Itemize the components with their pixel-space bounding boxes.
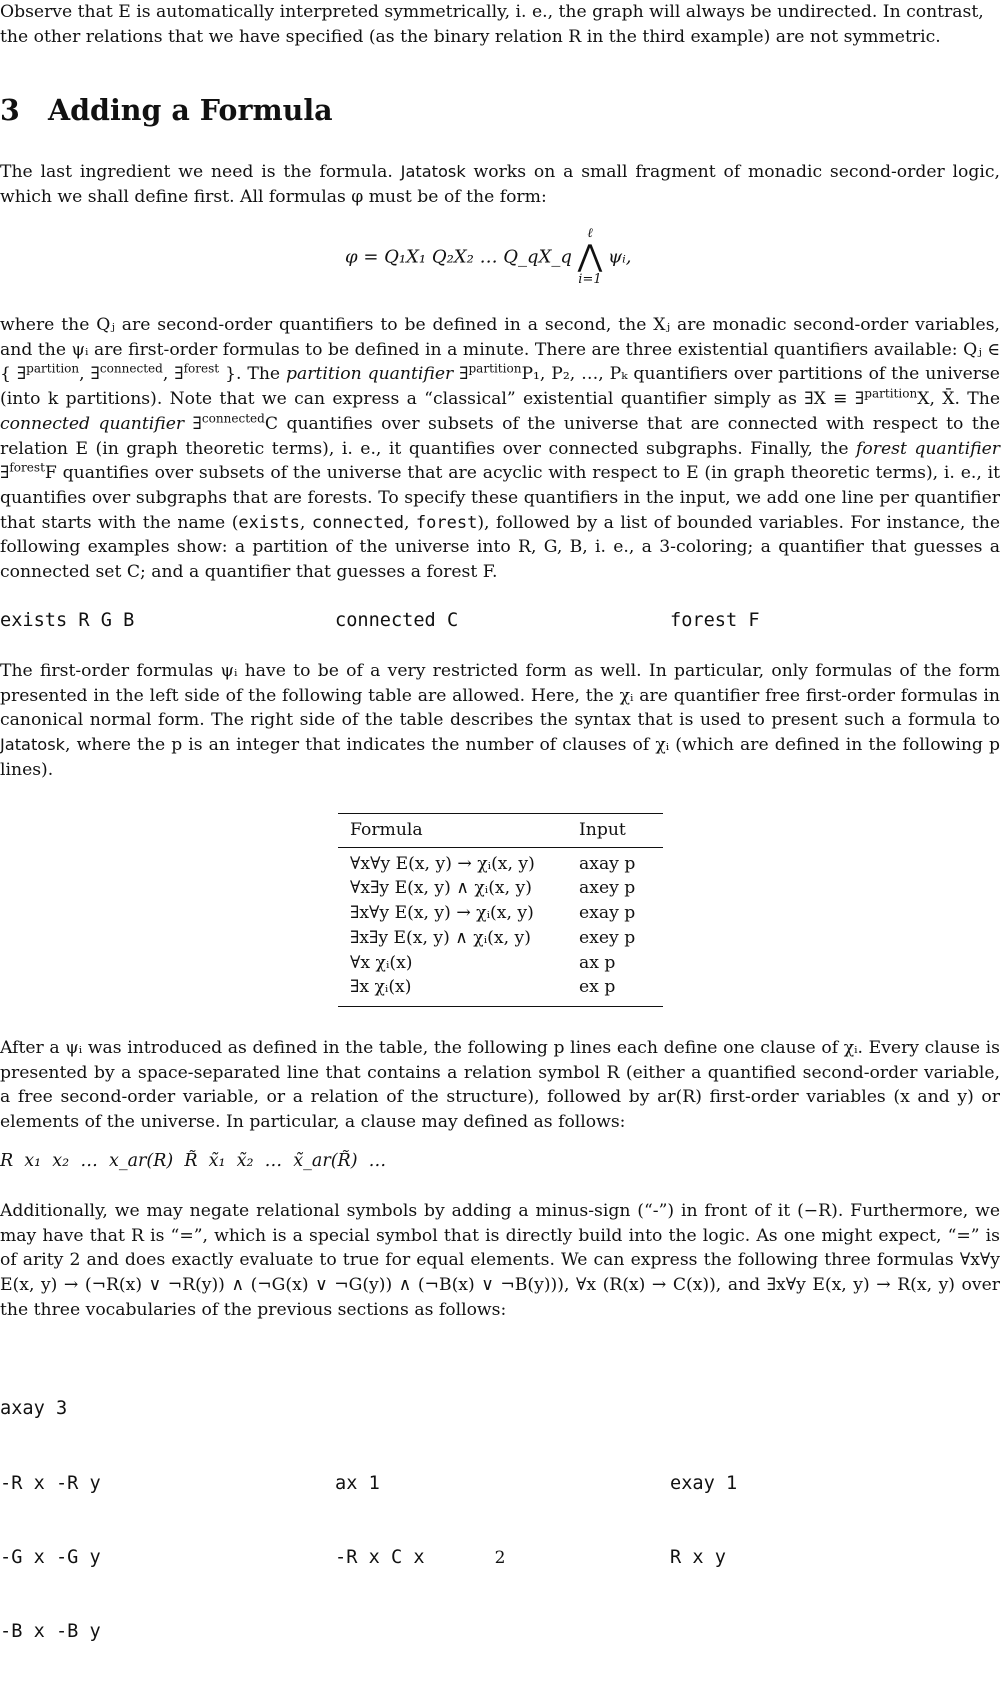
sup-connected: connected — [99, 361, 163, 376]
table-row — [338, 876, 663, 901]
table-cell-input: exey p — [579, 927, 636, 948]
table-header-formula: Formula — [350, 820, 423, 840]
keyword-connected: connected — [311, 512, 404, 533]
paragraph-3 — [0, 659, 1000, 783]
table-cell-formula: ∀x∀y E(x, y) → χᵢ(x, y) — [350, 853, 535, 874]
p3-text-b: , where the p is an integer that indicates the number of clauses of χᵢ (which are defined in the following p lines). — [0, 735, 1000, 780]
table-row — [338, 951, 663, 976]
code-line: -B x -B y — [0, 1620, 101, 1642]
p5-text: Additionally, we may negate relational symbols by adding a minus-sign (“-”) in front of it (−R). Furthermore, we may have that R is “=”, which is a special symbol that is directly build into the logic. As one might expect, “=” is of arity 2 and does exactly evaluate to true for equal elements. We can express the following three formulas ∀x∀y E(x, y) → (¬R(x) ∨ ¬R(y)) ∧ (¬G(x) ∨ ¬G(y)) ∧ (¬B(x) ∨ ¬B(y))), ∀x (R(x) → C(x)), and ∃x∀y E(x, y) → R(x, y) over the three vocabularies of the previous sections as follows: — [0, 1201, 1000, 1320]
paragraph-1 — [0, 160, 1000, 209]
code-line: -R x -R y — [0, 1472, 101, 1494]
code-example-3 — [670, 1348, 737, 1620]
display-formula — [345, 226, 631, 288]
code-example-1 — [0, 1348, 101, 1694]
table-cell-formula: ∀x∃y E(x, y) ∧ χᵢ(x, y) — [350, 878, 532, 899]
table-row — [338, 975, 663, 1000]
sup-partition-2: partition — [468, 361, 522, 376]
table-cell-input: axay p — [579, 853, 636, 874]
code-example-2 — [335, 1348, 425, 1620]
p4-text: After a ψᵢ was introduced as defined in the table, the following p lines each define one clause of χᵢ. Every clause is presented by a space-separated line that contains a relation symbol R (either a quantified second-order variable, a free second-order variable, or a relation of the structure), followed by ar(R) first-order variables (x and y) or elements of the universe. In particular, a clause may defined as follows: — [0, 1038, 1000, 1133]
wedge-upper-limit: ℓ — [587, 226, 593, 241]
term-connected-quantifier: connected quantifier — [0, 413, 185, 434]
syntax-table — [338, 813, 663, 1007]
code-line: axay 3 — [0, 1398, 68, 1420]
term-forest-quantifier: forest quantifier — [856, 438, 1001, 459]
intro-paragraph — [0, 0, 1000, 49]
intro-line-2: the other relations that we have specified (as the binary relation R in the third example) are not symmetric. — [0, 26, 941, 47]
section-number: 3 — [0, 93, 20, 127]
table-row — [338, 926, 663, 951]
tool-name-2: Jatatosk — [0, 735, 66, 755]
intro-line-1: Observe that E is automatically interpreted symmetrically, i. e., the graph will always be undirected. In contrast, — [0, 2, 984, 22]
table-row — [338, 852, 663, 877]
p2-text-a: where the Qⱼ are second-order quantifiers to be defined in a second, the Xⱼ are monadic second-order variables, and the ψᵢ are first-order formulas to be defined in a minute. There are three existential quantifiers available: Qⱼ ∈ { ∃ — [0, 315, 1000, 385]
paragraph-2: where the Qⱼ are second-order quantifiers to be defined in a second, the Xⱼ are monadic second-order variables, and the ψᵢ are first-order formulas to be defined in a minute. There are three existential quantifiers available: Qⱼ ∈ { ∃$^{partition}$, ∃$^{connected}$, ∃$^{forest}$ }. The partition quantifier ∃$^{partition}$P₁, P₂, …, Pₖ quantifiers over partitions of the universe (into k partitions). Note that we can express a “classical” existential quantifier simply as ∃X ≡ ∃$^{partition}$X, X̄. The connected quantifier ∃$^{connected}$C quantifies over subsets of the universe that are connected with respect to the relation E (in graph theoretic terms), i. e., it quantifies over connected subgraphs. Finally, the forest quantifier ∃$^{forest}$F quantifies over subsets of the universe that are acyclic with respect to E (in graph theoretic terms), i. e., it quantifies over subgraphs that are forests. To specify these quantifiers in the input, we add one line per quantifier that starts with the name (exists, connected, forest), followed by a list of bounded variables. For instance, the following examples show: a partition of the universe into R, G, B, i. e., a 3-coloring; a quantifier that guesses a connected set C; and a quantifier that guesses a forest F. — [0, 315, 1001, 583]
p2-text-e: C quantifies over subsets of the universe that are connected with respect to the relation E (in graph theoretic terms), i. e., it quantifies over connected subgraphs. Finally, the — [0, 413, 1000, 459]
code-line: ax 1 — [335, 1472, 380, 1494]
wedge-lower-limit: i=1 — [578, 272, 602, 287]
big-wedge-operator — [578, 226, 603, 288]
keyword-forest: forest — [415, 512, 478, 533]
p2-text-g: ), followed by a list of bounded variables. For instance, the following examples show: a partition of the universe into R, G, B, i. e., a 3-coloring; a quantifier that guesses a connected set C; and a quantifier that guesses a forest F. — [0, 512, 1001, 583]
sup-connected-2: connected — [201, 411, 265, 426]
table-cell-formula: ∃x∀y E(x, y) → χᵢ(x, y) — [350, 903, 534, 924]
sup-partition: partition — [26, 361, 80, 376]
quantifier-example-3: forest F — [670, 610, 760, 631]
sup-forest: forest — [183, 361, 220, 376]
quantifier-example-2: connected C — [335, 610, 459, 631]
term-partition-quantifier: partition quantifier — [286, 364, 454, 385]
section-title: Adding a Formula — [48, 93, 333, 127]
table-header-input: Input — [579, 820, 626, 840]
p3-text-a: The first-order formulas ψᵢ have to be of a very restricted form as well. In particular, only formulas of the form presented in the left side of the following table are allowed. Here, the χᵢ are quantifier free first-order formulas in canonical normal form. The right side of the table describes the syntax that is used to present such a formula to — [0, 661, 1000, 731]
tool-name: Jatatosk — [400, 162, 466, 181]
code-line: exay 1 — [670, 1472, 738, 1494]
table-header-row — [338, 818, 663, 843]
code-line: R x y — [670, 1546, 726, 1568]
formula-rhs: ψᵢ, — [608, 246, 632, 268]
table-cell-formula: ∃x χᵢ(x) — [350, 977, 412, 998]
paragraph-5 — [0, 1199, 1000, 1323]
section-heading — [0, 93, 333, 127]
formula-lhs: φ = Q₁X₁ Q₂X₂ … Q_qX_q — [345, 246, 572, 268]
p2-text-f: F quantifies over subsets of the universe that are acyclic with respect to E (in graph theoretic terms), i. e., it quantifies over subgraphs that are forests. To specify these quantifiers in the input, we add one line per quantifier that starts with the name ( — [0, 463, 1000, 533]
table-cell-input: exay p — [579, 903, 636, 924]
page-number: 2 — [494, 1548, 506, 1568]
paragraph-4 — [0, 1036, 1000, 1135]
table-cell-formula: ∃x∃y E(x, y) ∧ χᵢ(x, y) — [350, 927, 531, 948]
p2-text-b: }. The — [225, 364, 281, 385]
table-cell-formula: ∀x χᵢ(x) — [350, 952, 413, 973]
keyword-exists: exists — [238, 512, 300, 533]
code-line: -R x C x — [335, 1546, 425, 1568]
table-cell-input: axey p — [579, 878, 636, 899]
p2-text-c: P₁, P₂, …, Pₖ quantifiers over partitions of the universe (into k partitions). Note that we can express a “classical” existential quantifier simply as ∃X ≡ ∃ — [0, 364, 1000, 410]
quantifier-example-1: exists R G B — [0, 610, 135, 631]
table-cell-input: ex p — [579, 977, 616, 998]
code-line — [670, 1397, 737, 1422]
paragraph-1-rest: works on a small fragment of monadic second-order logic, which we shall define first. All formulas φ must be of the form: — [0, 162, 1000, 207]
code-line — [335, 1397, 425, 1422]
table-row — [338, 901, 663, 926]
p2-text-d: X, X̄. The — [917, 389, 1001, 410]
code-line: -G x -G y — [0, 1546, 101, 1568]
paragraph-1-intro: The last ingredient we need is the formula. — [0, 162, 393, 182]
sup-forest-2: forest — [9, 460, 45, 475]
sup-partition-3: partition — [864, 386, 918, 401]
table-cell-input: ax p — [579, 952, 616, 973]
wedge-symbol: ⋀ — [577, 239, 603, 274]
clause-formula: R x₁ x₂ … x_ar(R) R̃ x̃₁ x̃₂ … x̃_ar(R̃) … — [0, 1151, 387, 1171]
